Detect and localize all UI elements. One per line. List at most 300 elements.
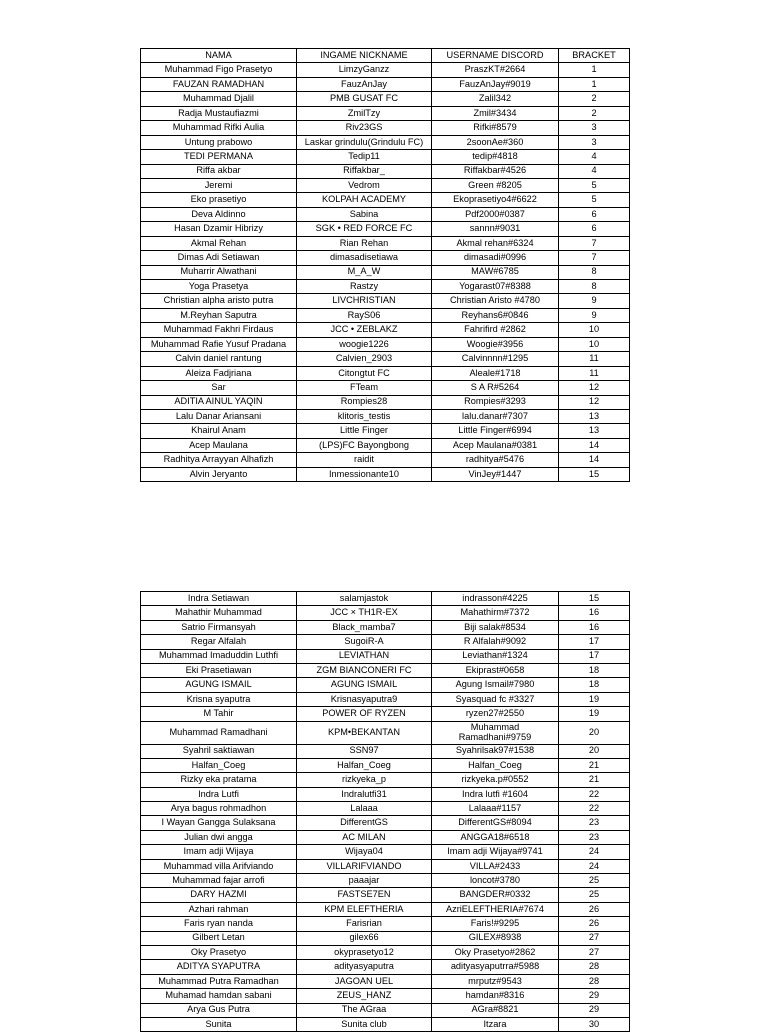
cell-nama: Rizky eka pratama: [141, 773, 297, 787]
cell-bracket: 24: [559, 845, 630, 859]
table-row: [141, 707, 630, 721]
cell-bracket: 1: [559, 77, 630, 91]
cell-bracket: 15: [559, 592, 630, 606]
cell-ingame-nickname: Farisrian: [297, 917, 432, 931]
cell-ingame-nickname: Rompies28: [297, 395, 432, 409]
cell-nama: Indra Setiawan: [141, 592, 297, 606]
cell-bracket: 16: [559, 620, 630, 634]
cell-username-discord: GILEX#8938: [432, 931, 559, 945]
cell-nama: Yoga Prasetya: [141, 280, 297, 294]
table-row: [141, 917, 630, 931]
cell-nama: Aleiza Fadjriana: [141, 366, 297, 380]
cell-bracket: 25: [559, 874, 630, 888]
cell-nama: Muhammad Ramadhani: [141, 721, 297, 744]
cell-nama: Syahril saktiawan: [141, 744, 297, 758]
table-row: [141, 308, 630, 322]
cell-ingame-nickname: klitoris_testis: [297, 409, 432, 423]
cell-username-discord: rizkyeka.p#0552: [432, 773, 559, 787]
cell-nama: FAUZAN RAMADHAN: [141, 77, 297, 91]
cell-username-discord: Pdf2000#0387: [432, 207, 559, 221]
cell-bracket: 9: [559, 294, 630, 308]
cell-username-discord: Imam adji Wijaya#9741: [432, 845, 559, 859]
cell-nama: ADITYA SYAPUTRA: [141, 960, 297, 974]
cell-ingame-nickname: Halfan_Coeg: [297, 758, 432, 772]
cell-ingame-nickname: Black_mamba7: [297, 620, 432, 634]
cell-nama: Regar Alfalah: [141, 635, 297, 649]
cell-nama: Gilbert Letan: [141, 931, 297, 945]
table-row: [141, 859, 630, 873]
table-row: [141, 265, 630, 279]
cell-ingame-nickname: salamjastok: [297, 592, 432, 606]
cell-nama: Muhammad Djalil: [141, 92, 297, 106]
cell-ingame-nickname: ZGM BIANCONERI FC: [297, 663, 432, 677]
cell-nama: Radhitya Arrayyan Alhafizh: [141, 453, 297, 467]
cell-username-discord: Faris!#9295: [432, 917, 559, 931]
table-row: [141, 323, 630, 337]
cell-ingame-nickname: KPM ELEFTHERIA: [297, 902, 432, 916]
cell-username-discord: Yogarast07#8388: [432, 280, 559, 294]
header-username-discord: USERNAME DISCORD: [432, 49, 559, 63]
table-row: [141, 207, 630, 221]
cell-ingame-nickname: ZmilTzy: [297, 106, 432, 120]
table-row: [141, 467, 630, 481]
cell-nama: Imam adji Wijaya: [141, 845, 297, 859]
cell-username-discord: PraszKT#2664: [432, 63, 559, 77]
cell-username-discord: Syahrilsak97#1538: [432, 744, 559, 758]
table-row: [141, 874, 630, 888]
table-row: [141, 106, 630, 120]
cell-bracket: 6: [559, 222, 630, 236]
table-row: [141, 164, 630, 178]
cell-nama: Muhammad Figo Prasetyo: [141, 63, 297, 77]
cell-ingame-nickname: LimzyGanzz: [297, 63, 432, 77]
table-row: [141, 251, 630, 265]
cell-ingame-nickname: Sabina: [297, 207, 432, 221]
cell-nama: Arya Gus Putra: [141, 1003, 297, 1017]
cell-bracket: 11: [559, 366, 630, 380]
cell-bracket: 26: [559, 917, 630, 931]
cell-nama: Oky Prasetyo: [141, 945, 297, 959]
cell-username-discord: Mahathirm#7372: [432, 606, 559, 620]
cell-username-discord: Syasquad fc #3327: [432, 692, 559, 706]
table-row: [141, 92, 630, 106]
cell-nama: Dimas Adi Setiawan: [141, 251, 297, 265]
cell-username-discord: Calvinnnn#1295: [432, 352, 559, 366]
cell-nama: Muhamad hamdan sabani: [141, 989, 297, 1003]
table-row: [141, 960, 630, 974]
cell-nama: Azhari rahman: [141, 902, 297, 916]
cell-bracket: 20: [559, 721, 630, 744]
table-row: [141, 121, 630, 135]
cell-nama: Christian alpha aristo putra: [141, 294, 297, 308]
cell-username-discord: hamdan#8316: [432, 989, 559, 1003]
cell-username-discord: Fahrifird #2862: [432, 323, 559, 337]
cell-bracket: 5: [559, 193, 630, 207]
cell-nama: Muhammad fajar arrofi: [141, 874, 297, 888]
cell-bracket: 29: [559, 989, 630, 1003]
cell-username-discord: Ekiprast#0658: [432, 663, 559, 677]
table-row: [141, 758, 630, 772]
table-row: [141, 236, 630, 250]
cell-bracket: 7: [559, 236, 630, 250]
cell-username-discord: ANGGA18#6518: [432, 830, 559, 844]
table-row: [141, 1003, 630, 1017]
cell-username-discord: Itzara: [432, 1017, 559, 1031]
cell-bracket: 12: [559, 395, 630, 409]
cell-bracket: 13: [559, 424, 630, 438]
cell-ingame-nickname: JCC • ZEBLAKZ: [297, 323, 432, 337]
table-row: [141, 1017, 630, 1031]
cell-ingame-nickname: VILLARIFVIANDO: [297, 859, 432, 873]
table-row: [141, 150, 630, 164]
table-row: [141, 620, 630, 634]
cell-ingame-nickname: PMB GUSAT FC: [297, 92, 432, 106]
cell-nama: Hasan Dzamir Hibrizy: [141, 222, 297, 236]
table-row: [141, 381, 630, 395]
cell-username-discord: AGra#8821: [432, 1003, 559, 1017]
cell-nama: Riffa akbar: [141, 164, 297, 178]
cell-ingame-nickname: POWER OF RYZEN: [297, 707, 432, 721]
cell-bracket: 22: [559, 802, 630, 816]
table-row: [141, 845, 630, 859]
cell-nama: Khairul Anam: [141, 424, 297, 438]
cell-nama: Mahathir Muhammad: [141, 606, 297, 620]
cell-username-discord: Halfan_Coeg: [432, 758, 559, 772]
cell-ingame-nickname: Rastzy: [297, 280, 432, 294]
cell-bracket: 3: [559, 135, 630, 149]
cell-bracket: 4: [559, 150, 630, 164]
cell-username-discord: radhitya#5476: [432, 453, 559, 467]
cell-ingame-nickname: KOLPAH ACADEMY: [297, 193, 432, 207]
cell-ingame-nickname: Krisnasyaputra9: [297, 692, 432, 706]
cell-bracket: 12: [559, 381, 630, 395]
cell-ingame-nickname: AC MILAN: [297, 830, 432, 844]
table-row: [141, 77, 630, 91]
cell-bracket: 2: [559, 106, 630, 120]
cell-username-discord: VinJey#1447: [432, 467, 559, 481]
table-row: [141, 438, 630, 452]
cell-nama: Muhammad Imaduddin Luthfi: [141, 649, 297, 663]
cell-ingame-nickname: LIVCHRISTIAN: [297, 294, 432, 308]
cell-nama: AGUNG ISMAIL: [141, 678, 297, 692]
cell-username-discord: DifferentGS#8094: [432, 816, 559, 830]
cell-bracket: 19: [559, 707, 630, 721]
cell-nama: Muhammad Fakhri Firdaus: [141, 323, 297, 337]
table-row: [141, 888, 630, 902]
cell-ingame-nickname: SGK • RED FORCE FC: [297, 222, 432, 236]
cell-username-discord: Little Finger#6994: [432, 424, 559, 438]
cell-ingame-nickname: okyprasetyo12: [297, 945, 432, 959]
cell-username-discord: Akmal rehan#6324: [432, 236, 559, 250]
table-row: [141, 395, 630, 409]
cell-bracket: 6: [559, 207, 630, 221]
cell-username-discord: FauzAnJay#9019: [432, 77, 559, 91]
cell-ingame-nickname: dimasadisetiawa: [297, 251, 432, 265]
cell-username-discord: Lalaaa#1157: [432, 802, 559, 816]
cell-username-discord: Rifki#8579: [432, 121, 559, 135]
cell-ingame-nickname: JCC × TH1R-EX: [297, 606, 432, 620]
cell-username-discord: Christian Aristo #4780: [432, 294, 559, 308]
cell-ingame-nickname: Riffakbar_: [297, 164, 432, 178]
table-row: [141, 352, 630, 366]
cell-username-discord: AzriELEFTHERIA#7674: [432, 902, 559, 916]
cell-bracket: 28: [559, 974, 630, 988]
cell-bracket: 28: [559, 960, 630, 974]
cell-ingame-nickname: Calvien_2903: [297, 352, 432, 366]
cell-nama: Muharrir Alwathani: [141, 265, 297, 279]
cell-username-discord: Ekoprasetiyo4#6622: [432, 193, 559, 207]
cell-nama: Lalu Danar Ariansani: [141, 409, 297, 423]
cell-ingame-nickname: FauzAnJay: [297, 77, 432, 91]
cell-bracket: 27: [559, 945, 630, 959]
cell-ingame-nickname: M_A_W: [297, 265, 432, 279]
cell-username-discord: sannn#9031: [432, 222, 559, 236]
cell-bracket: 25: [559, 888, 630, 902]
header-nama: NAMA: [141, 49, 297, 63]
cell-nama: Calvin daniel rantung: [141, 352, 297, 366]
table-row: [141, 424, 630, 438]
cell-nama: M.Reyhan Saputra: [141, 308, 297, 322]
cell-ingame-nickname: raidit: [297, 453, 432, 467]
cell-username-discord: indrasson#4225: [432, 592, 559, 606]
table-row: [141, 63, 630, 77]
header-bracket: BRACKET: [559, 49, 630, 63]
cell-username-discord: Acep Maulana#0381: [432, 438, 559, 452]
cell-username-discord: Leviathan#1324: [432, 649, 559, 663]
cell-ingame-nickname: Inmessionante10: [297, 467, 432, 481]
cell-bracket: 23: [559, 816, 630, 830]
cell-nama: Akmal Rehan: [141, 236, 297, 250]
cell-ingame-nickname: Sunita club: [297, 1017, 432, 1031]
cell-ingame-nickname: FTeam: [297, 381, 432, 395]
cell-username-discord: dimasadi#0996: [432, 251, 559, 265]
cell-bracket: 26: [559, 902, 630, 916]
table-row: [141, 193, 630, 207]
cell-username-discord: VILLA#2433: [432, 859, 559, 873]
cell-bracket: 21: [559, 758, 630, 772]
table-row: [141, 366, 630, 380]
cell-bracket: 14: [559, 438, 630, 452]
cell-username-discord: Muhammad Ramadhani#9759: [432, 721, 559, 744]
cell-username-discord: BANGDER#0332: [432, 888, 559, 902]
cell-ingame-nickname: adityasyaputra: [297, 960, 432, 974]
table-row: [141, 294, 630, 308]
cell-bracket: 11: [559, 352, 630, 366]
cell-ingame-nickname: FASTSE7EN: [297, 888, 432, 902]
cell-bracket: 18: [559, 678, 630, 692]
cell-username-discord: ryzen27#2550: [432, 707, 559, 721]
cell-bracket: 17: [559, 649, 630, 663]
cell-ingame-nickname: Vedrom: [297, 178, 432, 192]
table-row: [141, 337, 630, 351]
cell-username-discord: Woogie#3956: [432, 337, 559, 351]
cell-ingame-nickname: woogie1226: [297, 337, 432, 351]
cell-ingame-nickname: gilex66: [297, 931, 432, 945]
cell-ingame-nickname: (LPS)FC Bayongbong: [297, 438, 432, 452]
table-header-row: [141, 49, 630, 63]
cell-ingame-nickname: Rian Rehan: [297, 236, 432, 250]
cell-nama: TEDI PERMANA: [141, 150, 297, 164]
table-row: [141, 592, 630, 606]
cell-nama: Muhammad villa Arifviando: [141, 859, 297, 873]
cell-ingame-nickname: Laskar grindulu(Grindulu FC): [297, 135, 432, 149]
cell-nama: DARY HAZMI: [141, 888, 297, 902]
cell-bracket: 10: [559, 323, 630, 337]
cell-nama: Julian dwi angga: [141, 830, 297, 844]
cell-bracket: 10: [559, 337, 630, 351]
cell-bracket: 9: [559, 308, 630, 322]
cell-username-discord: MAW#6785: [432, 265, 559, 279]
participant-table-1: [140, 48, 630, 482]
cell-username-discord: Indra lutfi #1604: [432, 787, 559, 801]
table-row: [141, 663, 630, 677]
table-row: [141, 931, 630, 945]
cell-nama: Acep Maulana: [141, 438, 297, 452]
table-row: [141, 787, 630, 801]
cell-username-discord: tedip#4818: [432, 150, 559, 164]
cell-username-discord: adityasyaputrra#5988: [432, 960, 559, 974]
cell-bracket: 2: [559, 92, 630, 106]
cell-ingame-nickname: LEVIATHAN: [297, 649, 432, 663]
cell-nama: Eki Prasetiawan: [141, 663, 297, 677]
cell-bracket: 27: [559, 931, 630, 945]
cell-nama: Deva Aldinno: [141, 207, 297, 221]
cell-bracket: 21: [559, 773, 630, 787]
cell-nama: Untung prabowo: [141, 135, 297, 149]
table-row: [141, 902, 630, 916]
cell-ingame-nickname: Tedip11: [297, 150, 432, 164]
cell-username-discord: Green #8205: [432, 178, 559, 192]
cell-nama: Sar: [141, 381, 297, 395]
cell-nama: M Tahir: [141, 707, 297, 721]
table-row: [141, 280, 630, 294]
cell-username-discord: Aleale#1718: [432, 366, 559, 380]
cell-ingame-nickname: Wijaya04: [297, 845, 432, 859]
cell-bracket: 18: [559, 663, 630, 677]
cell-username-discord: 2soonAe#360: [432, 135, 559, 149]
cell-username-discord: Reyhans6#0846: [432, 308, 559, 322]
table-row: [141, 744, 630, 758]
table-row: [141, 721, 630, 744]
table-row: [141, 453, 630, 467]
cell-nama: Halfan_Coeg: [141, 758, 297, 772]
cell-username-discord: Rompies#3293: [432, 395, 559, 409]
table-row: [141, 678, 630, 692]
table-row: [141, 945, 630, 959]
cell-username-discord: Agung Ismail#7980: [432, 678, 559, 692]
cell-ingame-nickname: ZEUS_HANZ: [297, 989, 432, 1003]
table-row: [141, 773, 630, 787]
cell-bracket: 23: [559, 830, 630, 844]
cell-nama: Eko prasetiyo: [141, 193, 297, 207]
cell-ingame-nickname: Citongtut FC: [297, 366, 432, 380]
cell-nama: Indra Lutfi: [141, 787, 297, 801]
cell-ingame-nickname: KPM•BEKANTAN: [297, 721, 432, 744]
table-row: [141, 606, 630, 620]
table-row: [141, 692, 630, 706]
cell-username-discord: Riffakbar#4526: [432, 164, 559, 178]
cell-bracket: 4: [559, 164, 630, 178]
cell-bracket: 13: [559, 409, 630, 423]
cell-ingame-nickname: rizkyeka_p: [297, 773, 432, 787]
cell-bracket: 19: [559, 692, 630, 706]
cell-bracket: 15: [559, 467, 630, 481]
table-row: [141, 649, 630, 663]
table-row: [141, 222, 630, 236]
cell-nama: I Wayan Gangga Sulaksana: [141, 816, 297, 830]
table-row: [141, 635, 630, 649]
cell-ingame-nickname: AGUNG ISMAIL: [297, 678, 432, 692]
cell-nama: Sunita: [141, 1017, 297, 1031]
cell-username-discord: Biji salak#8534: [432, 620, 559, 634]
cell-bracket: 5: [559, 178, 630, 192]
cell-bracket: 22: [559, 787, 630, 801]
cell-ingame-nickname: The AGraa: [297, 1003, 432, 1017]
cell-username-discord: Zalil342: [432, 92, 559, 106]
cell-ingame-nickname: Lalaaa: [297, 802, 432, 816]
cell-ingame-nickname: RayS06: [297, 308, 432, 322]
cell-bracket: 24: [559, 859, 630, 873]
cell-bracket: 8: [559, 265, 630, 279]
cell-nama: Muhammad Rafie Yusuf Pradana: [141, 337, 297, 351]
cell-ingame-nickname: paaajar: [297, 874, 432, 888]
table-row: [141, 816, 630, 830]
cell-nama: Radja Mustaufiazmi: [141, 106, 297, 120]
cell-nama: Satrio Firmansyah: [141, 620, 297, 634]
cell-nama: Muhammad Putra Ramadhan: [141, 974, 297, 988]
cell-username-discord: lalu.danar#7307: [432, 409, 559, 423]
cell-nama: Krisna syaputra: [141, 692, 297, 706]
header-ingame-nickname: INGAME NICKNAME: [297, 49, 432, 63]
table-row: [141, 409, 630, 423]
cell-bracket: 14: [559, 453, 630, 467]
cell-username-discord: Zmil#3434: [432, 106, 559, 120]
cell-bracket: 17: [559, 635, 630, 649]
cell-nama: ADITIA AINUL YAQIN: [141, 395, 297, 409]
cell-username-discord: S A R#5264: [432, 381, 559, 395]
cell-nama: Jeremi: [141, 178, 297, 192]
table-row: [141, 989, 630, 1003]
cell-nama: Muhammad Rifki Aulia: [141, 121, 297, 135]
cell-nama: Alvin Jeryanto: [141, 467, 297, 481]
cell-bracket: 16: [559, 606, 630, 620]
cell-bracket: 30: [559, 1017, 630, 1031]
cell-ingame-nickname: Riv23GS: [297, 121, 432, 135]
cell-username-discord: loncot#3780: [432, 874, 559, 888]
table-row: [141, 135, 630, 149]
cell-ingame-nickname: DifferentGS: [297, 816, 432, 830]
cell-username-discord: R Alfalah#9092: [432, 635, 559, 649]
cell-bracket: 7: [559, 251, 630, 265]
cell-username-discord: mrputz#9543: [432, 974, 559, 988]
cell-ingame-nickname: SugoiR-A: [297, 635, 432, 649]
cell-bracket: 8: [559, 280, 630, 294]
table-row: [141, 802, 630, 816]
cell-ingame-nickname: JAGOAN UEL: [297, 974, 432, 988]
table-row: [141, 830, 630, 844]
cell-ingame-nickname: SSN97: [297, 744, 432, 758]
cell-ingame-nickname: Indralutfi31: [297, 787, 432, 801]
table-row: [141, 178, 630, 192]
cell-ingame-nickname: Little Finger: [297, 424, 432, 438]
table-row: [141, 974, 630, 988]
cell-bracket: 20: [559, 744, 630, 758]
cell-bracket: 3: [559, 121, 630, 135]
cell-bracket: 1: [559, 63, 630, 77]
cell-nama: Faris ryan nanda: [141, 917, 297, 931]
cell-username-discord: Oky Prasetyo#2862: [432, 945, 559, 959]
participant-table-2: [140, 591, 630, 1032]
